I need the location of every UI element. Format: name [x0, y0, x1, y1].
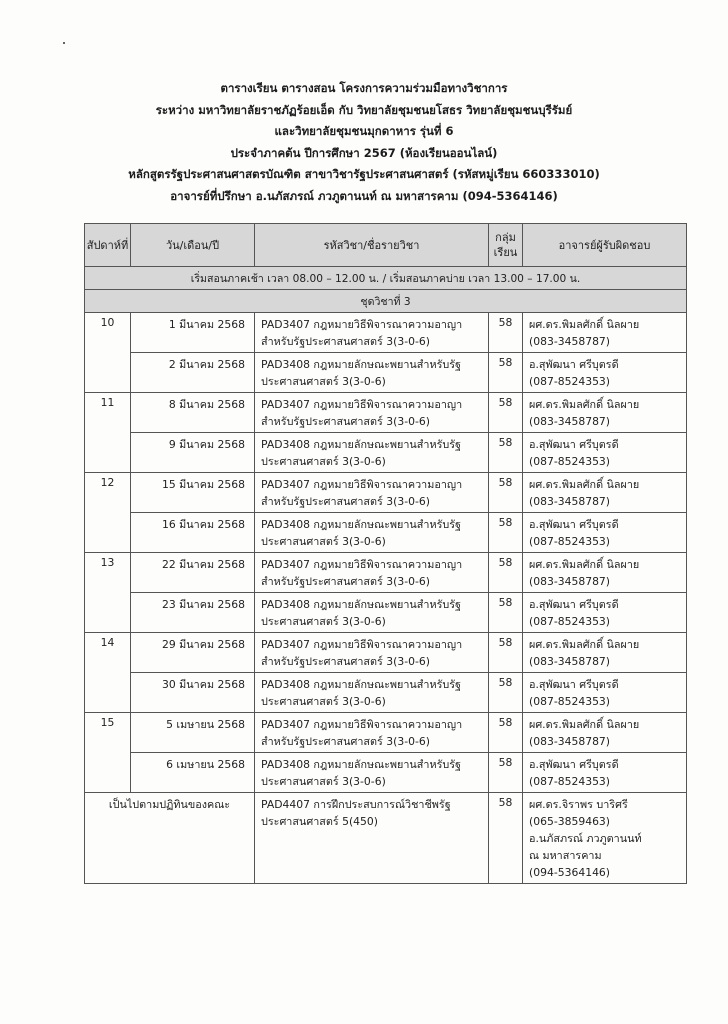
- course-set-text: ชุดวิชาที่ 3: [85, 290, 687, 313]
- subject-line-1: PAD4407 การฝึกประสบการณ์วิชาชีพรัฐ: [261, 798, 451, 811]
- subject-line-1: PAD3408 กฎหมายลักษณะพยานสำหรับรัฐ: [261, 598, 461, 611]
- instructor-name: ผศ.ดร.พิมลศักดิ์ นิลผาย: [529, 558, 640, 571]
- header-institutions: ระหว่าง มหาวิทยาลัยราชภัฏร้อยเอ็ด กับ วิทยาลัยชุมชนยโสธร วิทยาลัยชุมชนบุรีรัมย์: [155, 102, 573, 117]
- class-date: 1 มีนาคม 2568: [131, 313, 255, 353]
- instructor-name: ผศ.ดร.พิมลศักดิ์ นิลผาย: [529, 318, 640, 331]
- subject-cell: [255, 353, 489, 393]
- header-term: ประจำภาคต้น ปีการศึกษา 2567 (ห้องเรียนออนไลน์): [230, 145, 498, 160]
- section-number: 58: [489, 433, 523, 473]
- session-time-text: เริ่มสอนภาคเช้า เวลา 08.00 – 12.00 น. / เริ่มสอนภาคบ่าย เวลา 13.00 – 17.00 น.: [85, 267, 687, 290]
- week-number: 13: [85, 553, 131, 633]
- header-subject: รหัสวิชา/ชื่อรายวิชา: [255, 224, 489, 267]
- section-number: 58: [489, 713, 523, 753]
- subject-line-1: PAD3407 กฎหมายวิธีพิจารณาความอาญา: [261, 718, 463, 731]
- instructor-cell: [523, 633, 687, 673]
- table-row: [85, 673, 687, 713]
- header-cohort: และวิทยาลัยชุมชนมุกดาหาร รุ่นที่ 6: [274, 124, 454, 139]
- header-program: หลักสูตรรัฐประศาสนศาสตรบัณฑิต สาขาวิชารัฐประศาสนศาสตร์ (รหัสหมู่เรียน 660333010): [128, 167, 600, 182]
- instructor-phone: (083-3458787): [529, 495, 611, 508]
- subject-cell: [255, 793, 489, 884]
- table-row: [85, 713, 687, 753]
- subject-cell: [255, 633, 489, 673]
- subject-line-2: สำหรับรัฐประศาสนศาสตร์ 3(3-0-6): [261, 575, 430, 588]
- subject-cell: [255, 593, 489, 633]
- instructor-phone: (083-3458787): [529, 655, 611, 668]
- instructor-cell: [523, 713, 687, 753]
- instructor-line: ณ มหาสารคาม: [529, 849, 602, 862]
- instructor-name: ผศ.ดร.พิมลศักดิ์ นิลผาย: [529, 398, 640, 411]
- subject-line-2: ประศาสนศาสตร์ 3(3-0-6): [261, 775, 386, 788]
- instructor-name: อ.สุพัฒนา ศรีบุตรดี: [529, 438, 619, 451]
- section-number: 58: [489, 673, 523, 713]
- instructor-phone: (087-8524353): [529, 775, 611, 788]
- class-date: 30 มีนาคม 2568: [131, 673, 255, 713]
- section-number: 58: [489, 553, 523, 593]
- instructor-phone: (087-8524353): [529, 455, 611, 468]
- instructor-cell: [523, 753, 687, 793]
- class-date: 8 มีนาคม 2568: [131, 393, 255, 433]
- subject-line-1: PAD3408 กฎหมายลักษณะพยานสำหรับรัฐ: [261, 758, 461, 771]
- instructor-phone: (087-8524353): [529, 535, 611, 548]
- subject-line-2: ประศาสนศาสตร์ 3(3-0-6): [261, 615, 386, 628]
- course-set-banner: [85, 290, 687, 313]
- class-date: 9 มีนาคม 2568: [131, 433, 255, 473]
- subject-line-2: ประศาสนศาสตร์ 3(3-0-6): [261, 695, 386, 708]
- subject-line-2: สำหรับรัฐประศาสนศาสตร์ 3(3-0-6): [261, 495, 430, 508]
- header-advisor: อาจารย์ที่ปรึกษา อ.นภัสภรณ์ ภวภูตานนท์ ณ มหาสารคาม (094-5364146): [170, 188, 558, 203]
- table-row: [85, 593, 687, 633]
- instructor-phone: (087-8524353): [529, 615, 611, 628]
- subject-cell: [255, 393, 489, 433]
- instructor-cell: [523, 553, 687, 593]
- table-header-row: [85, 224, 687, 267]
- week-number: 14: [85, 633, 131, 713]
- instructor-phone: (087-8524353): [529, 695, 611, 708]
- class-date: 6 เมษายน 2568: [131, 753, 255, 793]
- instructor-cell: [523, 593, 687, 633]
- class-date: 5 เมษายน 2568: [131, 713, 255, 753]
- instructor-cell: [523, 393, 687, 433]
- week-number: 15: [85, 713, 131, 793]
- subject-line-1: PAD3408 กฎหมายลักษณะพยานสำหรับรัฐ: [261, 358, 461, 371]
- instructor-name: อ.สุพัฒนา ศรีบุตรดี: [529, 598, 619, 611]
- subject-cell: [255, 753, 489, 793]
- subject-line-2: ประศาสนศาสตร์ 3(3-0-6): [261, 375, 386, 388]
- subject-line-2: ประศาสนศาสตร์ 5(450): [261, 815, 378, 828]
- instructor-cell: [523, 313, 687, 353]
- instructor-phone: (087-8524353): [529, 375, 611, 388]
- practicum-schedule-note: เป็นไปตามปฏิทินของคณะ: [85, 793, 255, 884]
- instructor-name: อ.สุพัฒนา ศรีบุตรดี: [529, 518, 619, 531]
- practicum-row: [85, 793, 687, 884]
- subject-cell: [255, 513, 489, 553]
- table-row: [85, 553, 687, 593]
- instructor-cell: [523, 473, 687, 513]
- section-number: 58: [489, 593, 523, 633]
- instructor-phone: (083-3458787): [529, 415, 611, 428]
- header-section: กลุ่มเรียน: [489, 224, 523, 267]
- instructor-cell: [523, 353, 687, 393]
- class-date: 29 มีนาคม 2568: [131, 633, 255, 673]
- table-row: [85, 433, 687, 473]
- section-number: 58: [489, 353, 523, 393]
- instructor-phone: (083-3458787): [529, 335, 611, 348]
- section-number: 58: [489, 393, 523, 433]
- section-number: 58: [489, 633, 523, 673]
- instructor-name: อ.สุพัฒนา ศรีบุตรดี: [529, 678, 619, 691]
- subject-cell: [255, 713, 489, 753]
- table-row: [85, 353, 687, 393]
- instructor-cell: [523, 433, 687, 473]
- instructor-name: อ.สุพัฒนา ศรีบุตรดี: [529, 358, 619, 371]
- subject-cell: [255, 473, 489, 513]
- class-date: 16 มีนาคม 2568: [131, 513, 255, 553]
- section-number: 58: [489, 513, 523, 553]
- schedule-table: [84, 223, 687, 884]
- subject-cell: [255, 433, 489, 473]
- table-row: [85, 473, 687, 513]
- class-date: 23 มีนาคม 2568: [131, 593, 255, 633]
- instructor-cell: [523, 793, 687, 884]
- session-time-banner: [85, 267, 687, 290]
- instructor-name: อ.สุพัฒนา ศรีบุตรดี: [529, 758, 619, 771]
- table-row: [85, 313, 687, 353]
- table-row: [85, 393, 687, 433]
- subject-cell: [255, 313, 489, 353]
- class-date: 15 มีนาคม 2568: [131, 473, 255, 513]
- subject-line-1: PAD3407 กฎหมายวิธีพิจารณาความอาญา: [261, 638, 463, 651]
- instructor-cell: [523, 513, 687, 553]
- section-number: 58: [489, 473, 523, 513]
- week-number: 11: [85, 393, 131, 473]
- class-date: 2 มีนาคม 2568: [131, 353, 255, 393]
- instructor-line: (094-5364146): [529, 866, 611, 879]
- subject-line-1: PAD3407 กฎหมายวิธีพิจารณาความอาญา: [261, 478, 463, 491]
- subject-line-1: PAD3408 กฎหมายลักษณะพยานสำหรับรัฐ: [261, 518, 461, 531]
- class-date: 22 มีนาคม 2568: [131, 553, 255, 593]
- section-number: 58: [489, 753, 523, 793]
- subject-line-2: สำหรับรัฐประศาสนศาสตร์ 3(3-0-6): [261, 415, 430, 428]
- instructor-line: (065-3859463): [529, 815, 611, 828]
- subject-line-1: PAD3407 กฎหมายวิธีพิจารณาความอาญา: [261, 398, 463, 411]
- subject-line-2: ประศาสนศาสตร์ 3(3-0-6): [261, 535, 386, 548]
- subject-line-2: สำหรับรัฐประศาสนศาสตร์ 3(3-0-6): [261, 655, 430, 668]
- instructor-line: อ.นภัสภรณ์ ภวภูตานนท์: [529, 832, 642, 845]
- instructor-name: ผศ.ดร.พิมลศักดิ์ นิลผาย: [529, 478, 640, 491]
- section-number: 58: [489, 313, 523, 353]
- table-row: [85, 513, 687, 553]
- week-number: 10: [85, 313, 131, 393]
- header-instructor: อาจารย์ผู้รับผิดชอบ: [523, 224, 687, 267]
- section-number: 58: [489, 793, 523, 884]
- instructor-name: ผศ.ดร.พิมลศักดิ์ นิลผาย: [529, 638, 640, 651]
- table-row: [85, 753, 687, 793]
- subject-cell: [255, 673, 489, 713]
- week-number: 12: [85, 473, 131, 553]
- subject-line-1: PAD3407 กฎหมายวิธีพิจารณาความอาญา: [261, 318, 463, 331]
- subject-line-1: PAD3408 กฎหมายลักษณะพยานสำหรับรัฐ: [261, 438, 461, 451]
- instructor-line: ผศ.ดร.จิราพร บาริศรี: [529, 798, 628, 811]
- instructor-cell: [523, 673, 687, 713]
- instructor-phone: (083-3458787): [529, 735, 611, 748]
- subject-line-1: PAD3408 กฎหมายลักษณะพยานสำหรับรัฐ: [261, 678, 461, 691]
- scan-speck: [63, 42, 65, 44]
- subject-line-2: สำหรับรัฐประศาสนศาสตร์ 3(3-0-6): [261, 335, 430, 348]
- instructor-name: ผศ.ดร.พิมลศักดิ์ นิลผาย: [529, 718, 640, 731]
- document-header: [0, 78, 728, 208]
- table-row: [85, 633, 687, 673]
- header-date: วัน/เดือน/ปี: [131, 224, 255, 267]
- header-week: สัปดาห์ที่: [85, 224, 131, 267]
- subject-cell: [255, 553, 489, 593]
- subject-line-2: ประศาสนศาสตร์ 3(3-0-6): [261, 455, 386, 468]
- subject-line-1: PAD3407 กฎหมายวิธีพิจารณาความอาญา: [261, 558, 463, 571]
- subject-line-2: สำหรับรัฐประศาสนศาสตร์ 3(3-0-6): [261, 735, 430, 748]
- instructor-phone: (083-3458787): [529, 575, 611, 588]
- header-title: ตารางเรียน ตารางสอน โครงการความร่วมมือทางวิชาการ: [220, 81, 508, 95]
